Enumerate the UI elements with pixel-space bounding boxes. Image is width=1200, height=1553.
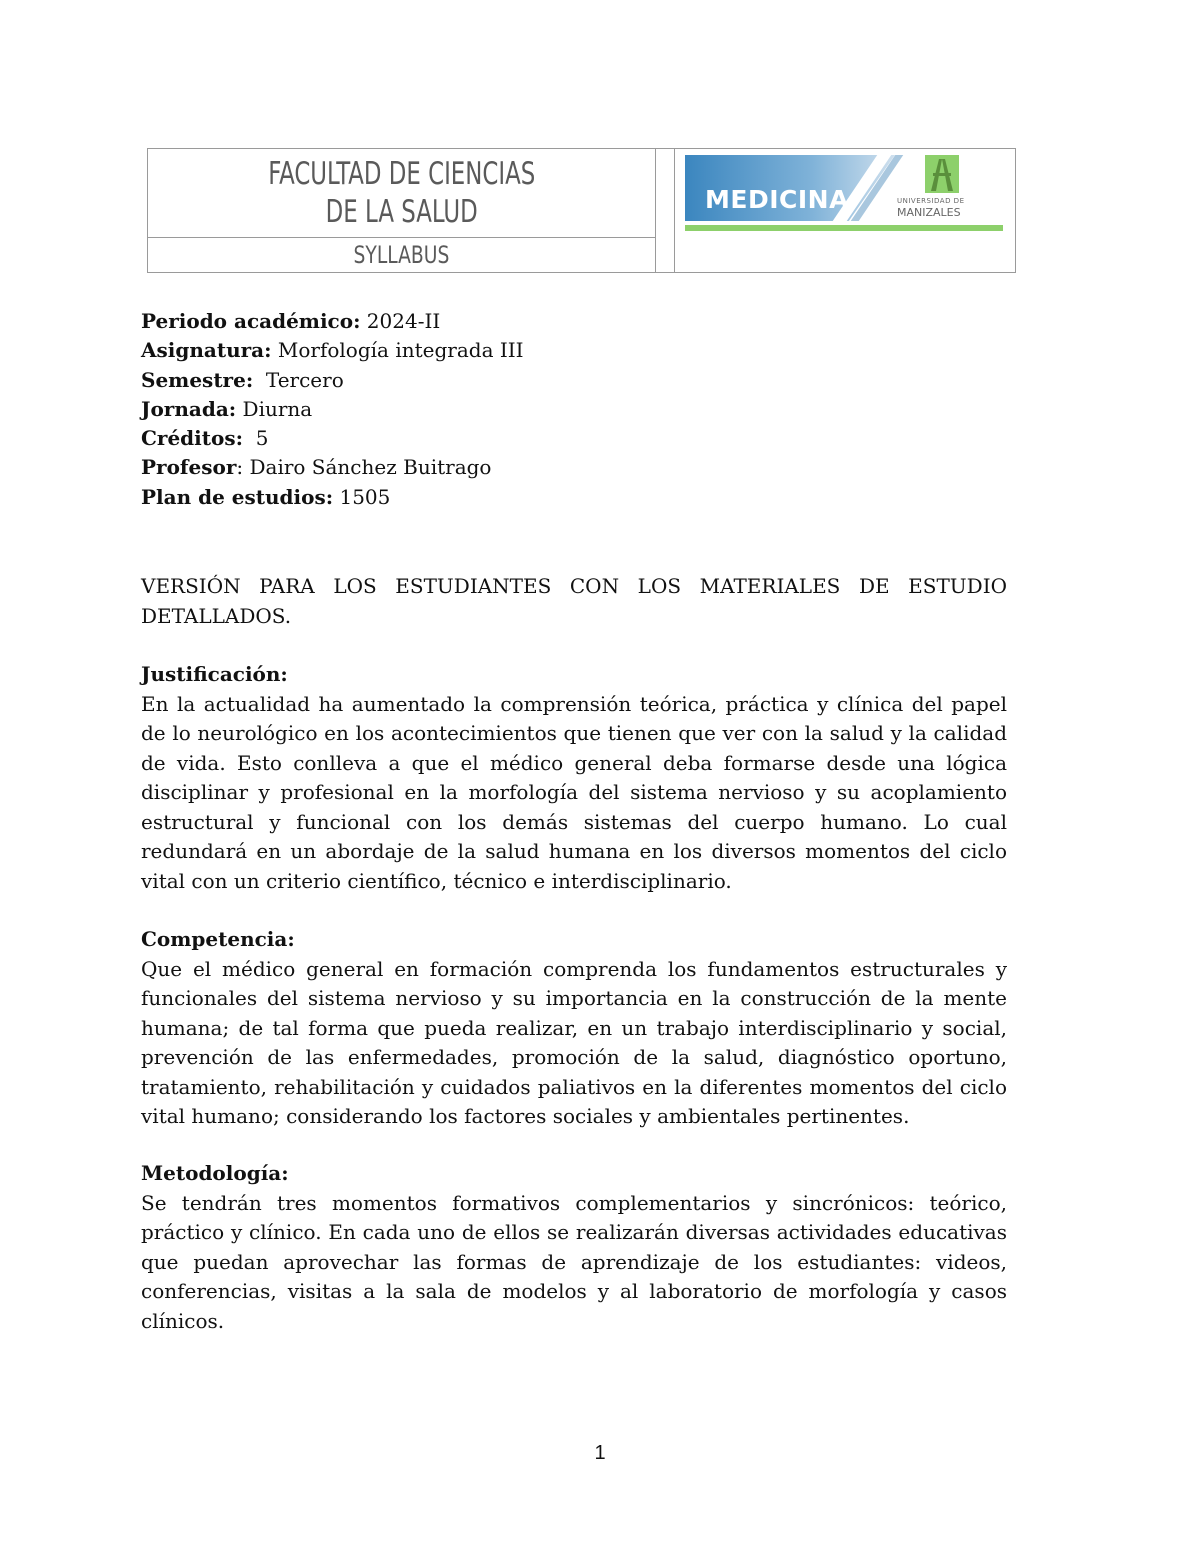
asignatura-label: Asignatura: (141, 338, 272, 363)
competencia-title: Competencia: (141, 927, 295, 951)
faculty-title-line1: FACULTAD DE CIENCIAS (268, 156, 535, 192)
justificacion-text: En la actualidad ha aumentado la comprensión teórica, práctica y clínica del papel de lo neurológico en los acontecimientos que tienen que ver con la salud y la calidad de vida. Esto conlleva a que el médico general deba formarse desde una lógica disciplinar y profesional en la morfología del sistema nervioso y su acoplamiento estructural y funcional con los demás sistemas del cuerpo humano. Lo cual redundará en un abordaje de la salud humana en los diversos momentos del ciclo vital con un criterio científico, técnico e interdisciplinario. (141, 691, 1007, 893)
page-number: 1 (594, 1442, 606, 1464)
asignatura-row (141, 336, 524, 365)
periodo-label: Periodo académico: (141, 309, 361, 333)
justificacion-section (141, 660, 1007, 896)
metodologia-title: Metodología: (141, 1161, 289, 1185)
header-left-cell (148, 149, 656, 272)
metodologia-text: Se tendrán tres momentos formativos complementarios y sincrónicos: teórico, práctico y clínico. En cada uno de ellos se realizarán diversas actividades educativas que puedan aprovechar las formas de aprendizaje de los estudiantes: videos, conferencias, visitas a la sala de modelos y al laboratorio de morfología y casos clínicos. (141, 1190, 1007, 1333)
syllabus-header (147, 148, 1016, 273)
periodo-row (141, 307, 524, 336)
competencia-text: Que el médico general en formación comprenda los fundamentos estructurales y funcionales del sistema nervioso y su importancia en la construcción de la mente humana; de tal forma que pueda realizar, en un trabajo interdisciplinario y social, prevención de las enfermedades, promoción de la salud, diagnóstico oportuno, tratamiento, rehabilitación y cuidados paliativos en la diferentes momentos del ciclo vital humano; considerando los factores sociales y ambientales pertinentes. (141, 956, 1007, 1128)
justificacion-title: Justificación: (141, 662, 288, 686)
header-logo-cell (675, 149, 1015, 272)
university-emblem-icon (925, 155, 959, 193)
plan-label: Plan de estudios: (141, 484, 334, 509)
logo-university-line2: MANIZALES (897, 206, 961, 219)
jornada-value: Diurna (236, 396, 313, 421)
plan-row (141, 483, 524, 512)
faculty-title (148, 149, 655, 238)
syllabus-text: SYLLABUS (353, 241, 450, 269)
competencia-section (141, 925, 1007, 1132)
semestre-value: Tercero (253, 367, 344, 392)
profesor-label: Profesor (141, 455, 237, 480)
periodo-value: 2024-II (360, 309, 441, 333)
jornada-label: Jornada: (141, 396, 237, 421)
faculty-title-line2: DE LA SALUD (325, 194, 478, 230)
creditos-label: Créditos: (141, 426, 243, 451)
version-note: VERSIÓN PARA LOS ESTUDIANTES CON LOS MATERIALES DE ESTUDIO DETALLADOS. (141, 574, 1007, 628)
logo-green-bar (685, 225, 1003, 231)
medicina-logo (685, 155, 1005, 233)
semestre-row (141, 366, 524, 395)
header-spacer-cell (656, 149, 675, 272)
semestre-label: Semestre: (141, 367, 254, 392)
creditos-value: 5 (242, 426, 269, 451)
profesor-value: : Dairo Sánchez Buitrago (236, 455, 492, 480)
jornada-row (141, 395, 524, 424)
course-info (141, 307, 524, 512)
metodologia-section (141, 1159, 1007, 1336)
creditos-row (141, 424, 524, 453)
logo-university-line1: UNIVERSIDAD DE (897, 197, 965, 205)
asignatura-value: Morfología integrada III (271, 338, 524, 363)
profesor-row (141, 453, 524, 482)
logo-medicina-text: MEDICINA (705, 185, 849, 214)
syllabus-label (148, 238, 655, 272)
plan-value: 1505 (333, 484, 391, 509)
